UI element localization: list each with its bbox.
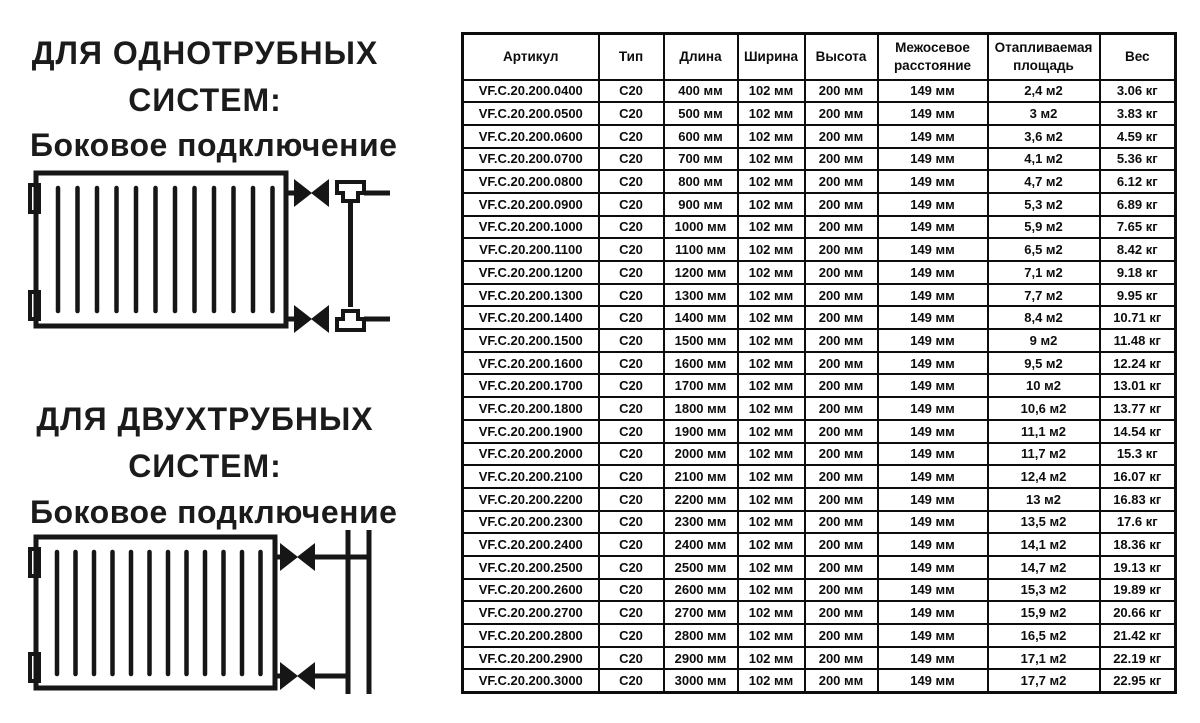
table-cell: 149 мм: [878, 170, 988, 193]
table-cell: VF.C.20.200.1800: [463, 397, 599, 420]
single-pipe-diagram: [28, 166, 393, 338]
table-cell: C20: [599, 306, 664, 329]
table-cell: 2600 мм: [664, 579, 738, 602]
table-cell: 10 м2: [988, 374, 1100, 397]
table-cell: C20: [599, 669, 664, 692]
table-cell: C20: [599, 216, 664, 239]
table-cell: 9 м2: [988, 329, 1100, 352]
table-cell: C20: [599, 443, 664, 466]
table-cell: 200 мм: [805, 579, 878, 602]
table-cell: C20: [599, 579, 664, 602]
two-pipe-title-line2: СИСТЕМ:: [128, 448, 282, 484]
table-cell: 200 мм: [805, 125, 878, 148]
table-header-row: [463, 34, 1176, 80]
table-row: [463, 102, 1176, 125]
table-cell: C20: [599, 80, 664, 103]
table-cell: 149 мм: [878, 533, 988, 556]
table-cell: 149 мм: [878, 511, 988, 534]
table-cell: VF.C.20.200.1400: [463, 306, 599, 329]
radiator-fins: [57, 552, 261, 674]
table-cell: C20: [599, 170, 664, 193]
table-cell: C20: [599, 261, 664, 284]
table-cell: VF.C.20.200.2900: [463, 647, 599, 670]
valve-bottom-icon: [280, 662, 315, 690]
table-cell: 200 мм: [805, 669, 878, 692]
table-cell: 149 мм: [878, 216, 988, 239]
table-cell: 102 мм: [738, 443, 805, 466]
table-cell: 149 мм: [878, 329, 988, 352]
table-cell: 102 мм: [738, 80, 805, 103]
table-cell: 200 мм: [805, 374, 878, 397]
table-cell: 14.54 кг: [1100, 420, 1176, 443]
table-cell: C20: [599, 125, 664, 148]
table-cell: 102 мм: [738, 669, 805, 692]
table-row: [463, 374, 1176, 397]
table-cell: 200 мм: [805, 352, 878, 375]
table-cell: 15,3 м2: [988, 579, 1100, 602]
table-row: [463, 284, 1176, 307]
table-cell: 149 мм: [878, 601, 988, 624]
table-cell: 102 мм: [738, 148, 805, 171]
table-row: [463, 148, 1176, 171]
table-cell: 3,6 м2: [988, 125, 1100, 148]
two-pipe-diagram: [28, 524, 393, 699]
table-cell: VF.C.20.200.1100: [463, 238, 599, 261]
table-cell: C20: [599, 488, 664, 511]
table-cell: 102 мм: [738, 352, 805, 375]
table-cell: 2500 мм: [664, 556, 738, 579]
table-cell: 149 мм: [878, 488, 988, 511]
table-cell: 19.89 кг: [1100, 579, 1176, 602]
spec-table-body: [463, 80, 1176, 693]
table-cell: 4,1 м2: [988, 148, 1100, 171]
table-cell: 5,3 м2: [988, 193, 1100, 216]
table-cell: 200 мм: [805, 465, 878, 488]
table-cell: 102 мм: [738, 601, 805, 624]
table-cell: 149 мм: [878, 148, 988, 171]
table-row: [463, 420, 1176, 443]
table-cell: 11,1 м2: [988, 420, 1100, 443]
table-cell: 5.36 кг: [1100, 148, 1176, 171]
table-cell: 7,1 м2: [988, 261, 1100, 284]
table-cell: 102 мм: [738, 533, 805, 556]
header-height: Высота: [805, 34, 878, 80]
table-cell: 7.65 кг: [1100, 216, 1176, 239]
two-pipe-section-title: [20, 396, 390, 490]
table-cell: 200 мм: [805, 170, 878, 193]
table-cell: 102 мм: [738, 216, 805, 239]
table-cell: 102 мм: [738, 329, 805, 352]
table-row: [463, 238, 1176, 261]
table-cell: C20: [599, 601, 664, 624]
table-cell: 14,7 м2: [988, 556, 1100, 579]
table-cell: 1200 мм: [664, 261, 738, 284]
table-cell: 600 мм: [664, 125, 738, 148]
table-cell: 18.36 кг: [1100, 533, 1176, 556]
single-pipe-title-line2: СИСТЕМ:: [128, 82, 282, 118]
table-row: [463, 261, 1176, 284]
table-cell: 149 мм: [878, 125, 988, 148]
table-cell: VF.C.20.200.0900: [463, 193, 599, 216]
table-cell: 1900 мм: [664, 420, 738, 443]
table-cell: VF.C.20.200.1700: [463, 374, 599, 397]
table-cell: 17.6 кг: [1100, 511, 1176, 534]
table-row: [463, 397, 1176, 420]
table-cell: 3000 мм: [664, 669, 738, 692]
table-cell: C20: [599, 465, 664, 488]
table-cell: 200 мм: [805, 148, 878, 171]
table-cell: VF.C.20.200.2800: [463, 624, 599, 647]
table-cell: 15,9 м2: [988, 601, 1100, 624]
tee-fitting-bottom-icon: [337, 311, 364, 330]
table-cell: 500 мм: [664, 102, 738, 125]
table-row: [463, 329, 1176, 352]
table-cell: 200 мм: [805, 624, 878, 647]
table-cell: C20: [599, 102, 664, 125]
table-cell: 19.13 кг: [1100, 556, 1176, 579]
table-cell: 102 мм: [738, 465, 805, 488]
table-cell: C20: [599, 420, 664, 443]
table-cell: 149 мм: [878, 624, 988, 647]
table-cell: C20: [599, 511, 664, 534]
table-cell: 102 мм: [738, 102, 805, 125]
table-cell: 200 мм: [805, 443, 878, 466]
table-cell: 6,5 м2: [988, 238, 1100, 261]
table-row: [463, 579, 1176, 602]
table-cell: VF.C.20.200.2000: [463, 443, 599, 466]
two-pipe-subtitle: Боковое подключение: [30, 494, 398, 530]
table-cell: VF.C.20.200.1600: [463, 352, 599, 375]
table-cell: 149 мм: [878, 443, 988, 466]
table-cell: 21.42 кг: [1100, 624, 1176, 647]
table-cell: VF.C.20.200.2700: [463, 601, 599, 624]
table-row: [463, 601, 1176, 624]
table-cell: VF.C.20.200.1200: [463, 261, 599, 284]
table-cell: 102 мм: [738, 284, 805, 307]
table-cell: 22.95 кг: [1100, 669, 1176, 692]
table-row: [463, 669, 1176, 692]
table-cell: 200 мм: [805, 216, 878, 239]
table-cell: 149 мм: [878, 238, 988, 261]
table-cell: VF.C.20.200.2400: [463, 533, 599, 556]
table-cell: VF.C.20.200.2600: [463, 579, 599, 602]
table-cell: 17,7 м2: [988, 669, 1100, 692]
table-cell: 200 мм: [805, 329, 878, 352]
table-cell: 6.12 кг: [1100, 170, 1176, 193]
table-cell: 900 мм: [664, 193, 738, 216]
table-cell: 1300 мм: [664, 284, 738, 307]
table-row: [463, 306, 1176, 329]
table-cell: 1700 мм: [664, 374, 738, 397]
table-cell: 1500 мм: [664, 329, 738, 352]
table-cell: C20: [599, 284, 664, 307]
table-cell: 2300 мм: [664, 511, 738, 534]
table-cell: 2400 мм: [664, 533, 738, 556]
table-cell: 16.07 кг: [1100, 465, 1176, 488]
table-cell: 149 мм: [878, 647, 988, 670]
table-cell: 149 мм: [878, 669, 988, 692]
table-cell: 8.42 кг: [1100, 238, 1176, 261]
spec-table-container: [461, 32, 1177, 694]
table-row: [463, 352, 1176, 375]
table-cell: 1400 мм: [664, 306, 738, 329]
table-cell: VF.C.20.200.0500: [463, 102, 599, 125]
table-cell: 149 мм: [878, 261, 988, 284]
table-cell: 102 мм: [738, 125, 805, 148]
table-cell: 149 мм: [878, 102, 988, 125]
table-row: [463, 511, 1176, 534]
table-cell: VF.C.20.200.0400: [463, 80, 599, 103]
table-cell: 1800 мм: [664, 397, 738, 420]
table-row: [463, 443, 1176, 466]
table-cell: 17,1 м2: [988, 647, 1100, 670]
table-cell: 9,5 м2: [988, 352, 1100, 375]
table-cell: 200 мм: [805, 238, 878, 261]
table-cell: VF.C.20.200.3000: [463, 669, 599, 692]
table-cell: 1100 мм: [664, 238, 738, 261]
table-cell: 700 мм: [664, 148, 738, 171]
table-cell: 2700 мм: [664, 601, 738, 624]
table-row: [463, 556, 1176, 579]
radiator-body: [36, 537, 275, 688]
table-cell: 9.95 кг: [1100, 284, 1176, 307]
table-row: [463, 533, 1176, 556]
table-row: [463, 170, 1176, 193]
table-cell: 2800 мм: [664, 624, 738, 647]
table-cell: VF.C.20.200.1300: [463, 284, 599, 307]
table-cell: 102 мм: [738, 374, 805, 397]
table-cell: 10,6 м2: [988, 397, 1100, 420]
table-cell: 149 мм: [878, 80, 988, 103]
table-cell: VF.C.20.200.1500: [463, 329, 599, 352]
table-cell: 10.71 кг: [1100, 306, 1176, 329]
table-cell: 11.48 кг: [1100, 329, 1176, 352]
radiator-fins: [58, 188, 273, 311]
table-cell: 22.19 кг: [1100, 647, 1176, 670]
table-cell: 13 м2: [988, 488, 1100, 511]
table-cell: 1600 мм: [664, 352, 738, 375]
table-cell: 13.01 кг: [1100, 374, 1176, 397]
table-row: [463, 80, 1176, 103]
table-cell: 200 мм: [805, 261, 878, 284]
table-cell: C20: [599, 647, 664, 670]
table-row: [463, 193, 1176, 216]
table-cell: 149 мм: [878, 397, 988, 420]
table-cell: 13.77 кг: [1100, 397, 1176, 420]
table-cell: VF.C.20.200.2500: [463, 556, 599, 579]
table-cell: C20: [599, 352, 664, 375]
table-cell: C20: [599, 238, 664, 261]
table-cell: 16.83 кг: [1100, 488, 1176, 511]
single-pipe-subtitle: Боковое подключение: [30, 127, 398, 163]
table-cell: 149 мм: [878, 306, 988, 329]
table-cell: 200 мм: [805, 80, 878, 103]
table-cell: 2200 мм: [664, 488, 738, 511]
table-cell: 200 мм: [805, 102, 878, 125]
table-cell: 200 мм: [805, 556, 878, 579]
table-cell: 200 мм: [805, 284, 878, 307]
radiator-body: [36, 173, 286, 326]
table-cell: 149 мм: [878, 465, 988, 488]
table-cell: 2900 мм: [664, 647, 738, 670]
table-cell: 149 мм: [878, 579, 988, 602]
table-cell: 2100 мм: [664, 465, 738, 488]
table-cell: 102 мм: [738, 488, 805, 511]
table-cell: C20: [599, 193, 664, 216]
header-article: Артикул: [463, 34, 599, 80]
table-cell: 102 мм: [738, 647, 805, 670]
table-cell: 200 мм: [805, 511, 878, 534]
header-length: Длина: [664, 34, 738, 80]
table-cell: C20: [599, 329, 664, 352]
table-cell: 102 мм: [738, 261, 805, 284]
table-cell: 200 мм: [805, 397, 878, 420]
table-cell: C20: [599, 374, 664, 397]
header-axle-distance: Межосевое расстояние: [878, 34, 988, 80]
table-cell: 3.06 кг: [1100, 80, 1176, 103]
table-row: [463, 647, 1176, 670]
table-cell: 14,1 м2: [988, 533, 1100, 556]
table-cell: 16,5 м2: [988, 624, 1100, 647]
table-cell: VF.C.20.200.2300: [463, 511, 599, 534]
table-cell: 13,5 м2: [988, 511, 1100, 534]
table-cell: 8,4 м2: [988, 306, 1100, 329]
table-cell: 15.3 кг: [1100, 443, 1176, 466]
table-cell: 4.59 кг: [1100, 125, 1176, 148]
table-cell: C20: [599, 148, 664, 171]
table-cell: 200 мм: [805, 647, 878, 670]
table-cell: 102 мм: [738, 624, 805, 647]
table-cell: 3 м2: [988, 102, 1100, 125]
table-cell: 800 мм: [664, 170, 738, 193]
single-pipe-section-title: [20, 30, 390, 124]
table-cell: 1000 мм: [664, 216, 738, 239]
table-cell: 102 мм: [738, 397, 805, 420]
header-heated-area: Отапливаемая площадь: [988, 34, 1100, 80]
table-cell: 102 мм: [738, 170, 805, 193]
table-row: [463, 465, 1176, 488]
table-cell: 149 мм: [878, 374, 988, 397]
table-cell: 12.24 кг: [1100, 352, 1176, 375]
table-cell: 200 мм: [805, 306, 878, 329]
table-cell: 6.89 кг: [1100, 193, 1176, 216]
table-cell: 102 мм: [738, 238, 805, 261]
table-cell: VF.C.20.200.2200: [463, 488, 599, 511]
table-cell: 102 мм: [738, 306, 805, 329]
table-cell: 102 мм: [738, 193, 805, 216]
table-cell: 149 мм: [878, 352, 988, 375]
table-row: [463, 488, 1176, 511]
table-cell: 102 мм: [738, 420, 805, 443]
table-cell: 200 мм: [805, 533, 878, 556]
table-row: [463, 624, 1176, 647]
header-width: Ширина: [738, 34, 805, 80]
table-cell: C20: [599, 397, 664, 420]
table-cell: 200 мм: [805, 420, 878, 443]
table-cell: VF.C.20.200.1000: [463, 216, 599, 239]
single-pipe-title-line1: ДЛЯ ОДНОТРУБНЫХ: [31, 35, 379, 71]
radiator-single-pipe-diagram-svg: [28, 166, 393, 338]
valve-top-icon: [294, 179, 329, 207]
valve-bottom-icon: [294, 305, 329, 333]
table-cell: 200 мм: [805, 488, 878, 511]
table-cell: 20.66 кг: [1100, 601, 1176, 624]
table-cell: 102 мм: [738, 511, 805, 534]
table-cell: 149 мм: [878, 284, 988, 307]
table-cell: VF.C.20.200.0600: [463, 125, 599, 148]
table-cell: 9.18 кг: [1100, 261, 1176, 284]
table-cell: 200 мм: [805, 193, 878, 216]
table-cell: 149 мм: [878, 420, 988, 443]
table-cell: VF.C.20.200.0700: [463, 148, 599, 171]
spec-table: [461, 32, 1177, 694]
tee-fitting-top-icon: [337, 182, 364, 201]
table-cell: 200 мм: [805, 601, 878, 624]
table-cell: C20: [599, 533, 664, 556]
valve-top-icon: [280, 543, 315, 571]
table-cell: 2000 мм: [664, 443, 738, 466]
table-cell: 400 мм: [664, 80, 738, 103]
table-cell: 11,7 м2: [988, 443, 1100, 466]
table-cell: 12,4 м2: [988, 465, 1100, 488]
table-row: [463, 216, 1176, 239]
table-cell: VF.C.20.200.2100: [463, 465, 599, 488]
table-cell: C20: [599, 624, 664, 647]
table-cell: 149 мм: [878, 193, 988, 216]
table-cell: 5,9 м2: [988, 216, 1100, 239]
header-weight: Вес: [1100, 34, 1176, 80]
table-cell: 2,4 м2: [988, 80, 1100, 103]
table-cell: 102 мм: [738, 579, 805, 602]
table-cell: 4,7 м2: [988, 170, 1100, 193]
table-cell: 102 мм: [738, 556, 805, 579]
table-cell: C20: [599, 556, 664, 579]
two-pipe-title-line1: ДЛЯ ДВУХТРУБНЫХ: [36, 401, 374, 437]
header-type: Тип: [599, 34, 664, 80]
table-row: [463, 125, 1176, 148]
table-cell: 7,7 м2: [988, 284, 1100, 307]
radiator-two-pipe-diagram-svg: [28, 524, 393, 699]
table-cell: 3.83 кг: [1100, 102, 1176, 125]
table-cell: VF.C.20.200.0800: [463, 170, 599, 193]
table-cell: VF.C.20.200.1900: [463, 420, 599, 443]
table-cell: 149 мм: [878, 556, 988, 579]
